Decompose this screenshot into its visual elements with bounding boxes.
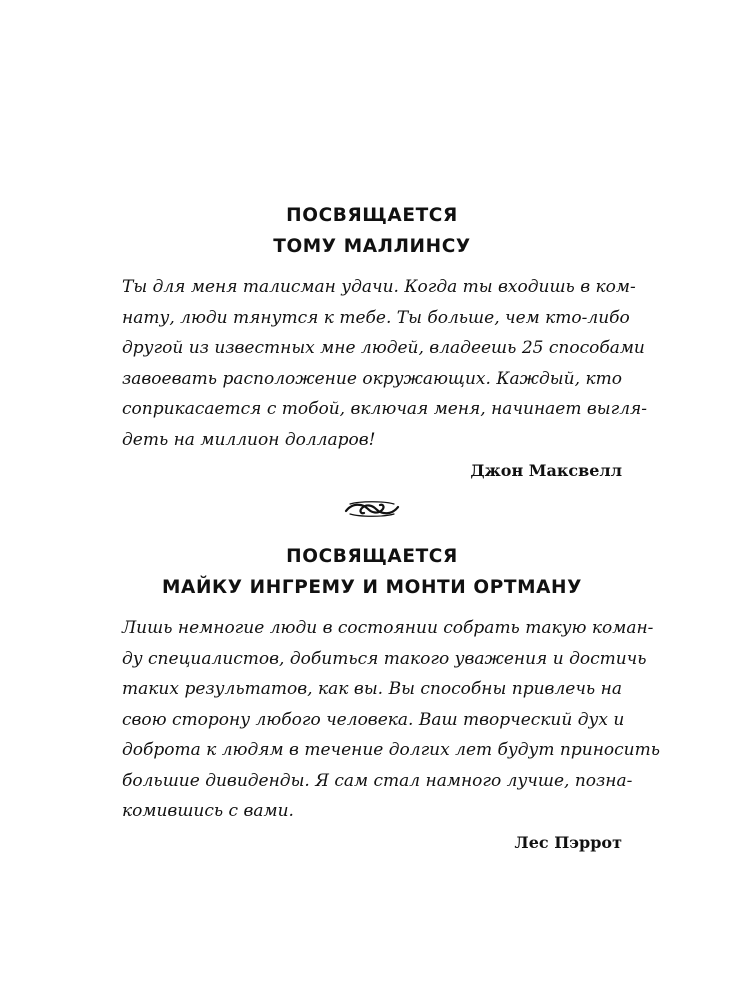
dedication-2-text-line: свою сторону любого человека. Ваш творческий дух и xyxy=(122,709,625,730)
dedication-page xyxy=(122,200,660,855)
dedication-2-author: Лес Пэррот xyxy=(514,832,622,852)
dedication-2-text-line: таких результатов, как вы. Вы способны привлечь на xyxy=(122,679,622,699)
dedication-block-1 xyxy=(122,200,648,483)
dedication-1-text xyxy=(122,272,648,455)
dedication-block-2 xyxy=(122,541,660,855)
dedication-2-text-line: доброта к людям в течение долгих лет будут приносить xyxy=(122,740,660,760)
dedication-1-text-line: Ты для меня талисман удачи. Когда ты входишь в ком- xyxy=(122,277,636,297)
dedication-1-text-line: другой из известных мне людей, владеешь 25 способами xyxy=(122,338,645,358)
dedication-2-heading xyxy=(122,541,622,603)
dedication-2-text-line: ду специалистов, добиться такого уважения и достичь xyxy=(122,648,647,669)
dedication-2-heading-line-1: ПОСВЯЩАЕТСЯ xyxy=(286,546,458,567)
dedication-2-text-line: комившись с вами. xyxy=(122,801,294,821)
dedication-2-text-line: Лишь немногие люди в состоянии собрать такую коман- xyxy=(122,618,654,638)
dedication-1-author: Джон Максвелл xyxy=(470,461,622,480)
dedication-1-text-line: деть на миллион долларов! xyxy=(122,429,376,450)
flourish-ornament-icon xyxy=(342,497,402,521)
dedication-1-heading xyxy=(122,200,622,262)
dedication-2-text xyxy=(122,613,660,827)
dedication-1-heading-line-2: ТОМУ МАЛЛИНСУ xyxy=(273,236,471,257)
dedication-1-text-line: нату, люди тянутся к тебе. Ты больше, чем кто-либо xyxy=(122,307,630,328)
dedication-1-text-line: завоевать расположение окружающих. Каждый, кто xyxy=(122,368,622,389)
dedication-1-heading-line-1: ПОСВЯЩАЕТСЯ xyxy=(286,205,458,226)
dedication-1-text-line: соприкасается с тобой, включая меня, начинает выгля- xyxy=(122,399,648,419)
dedication-2-heading-line-2: МАЙКУ ИНГРЕМУ И МОНТИ ОРТМАНУ xyxy=(162,577,582,598)
dedication-2-text-line: большие дивиденды. Я сам стал намного лучше, позна- xyxy=(122,770,633,791)
